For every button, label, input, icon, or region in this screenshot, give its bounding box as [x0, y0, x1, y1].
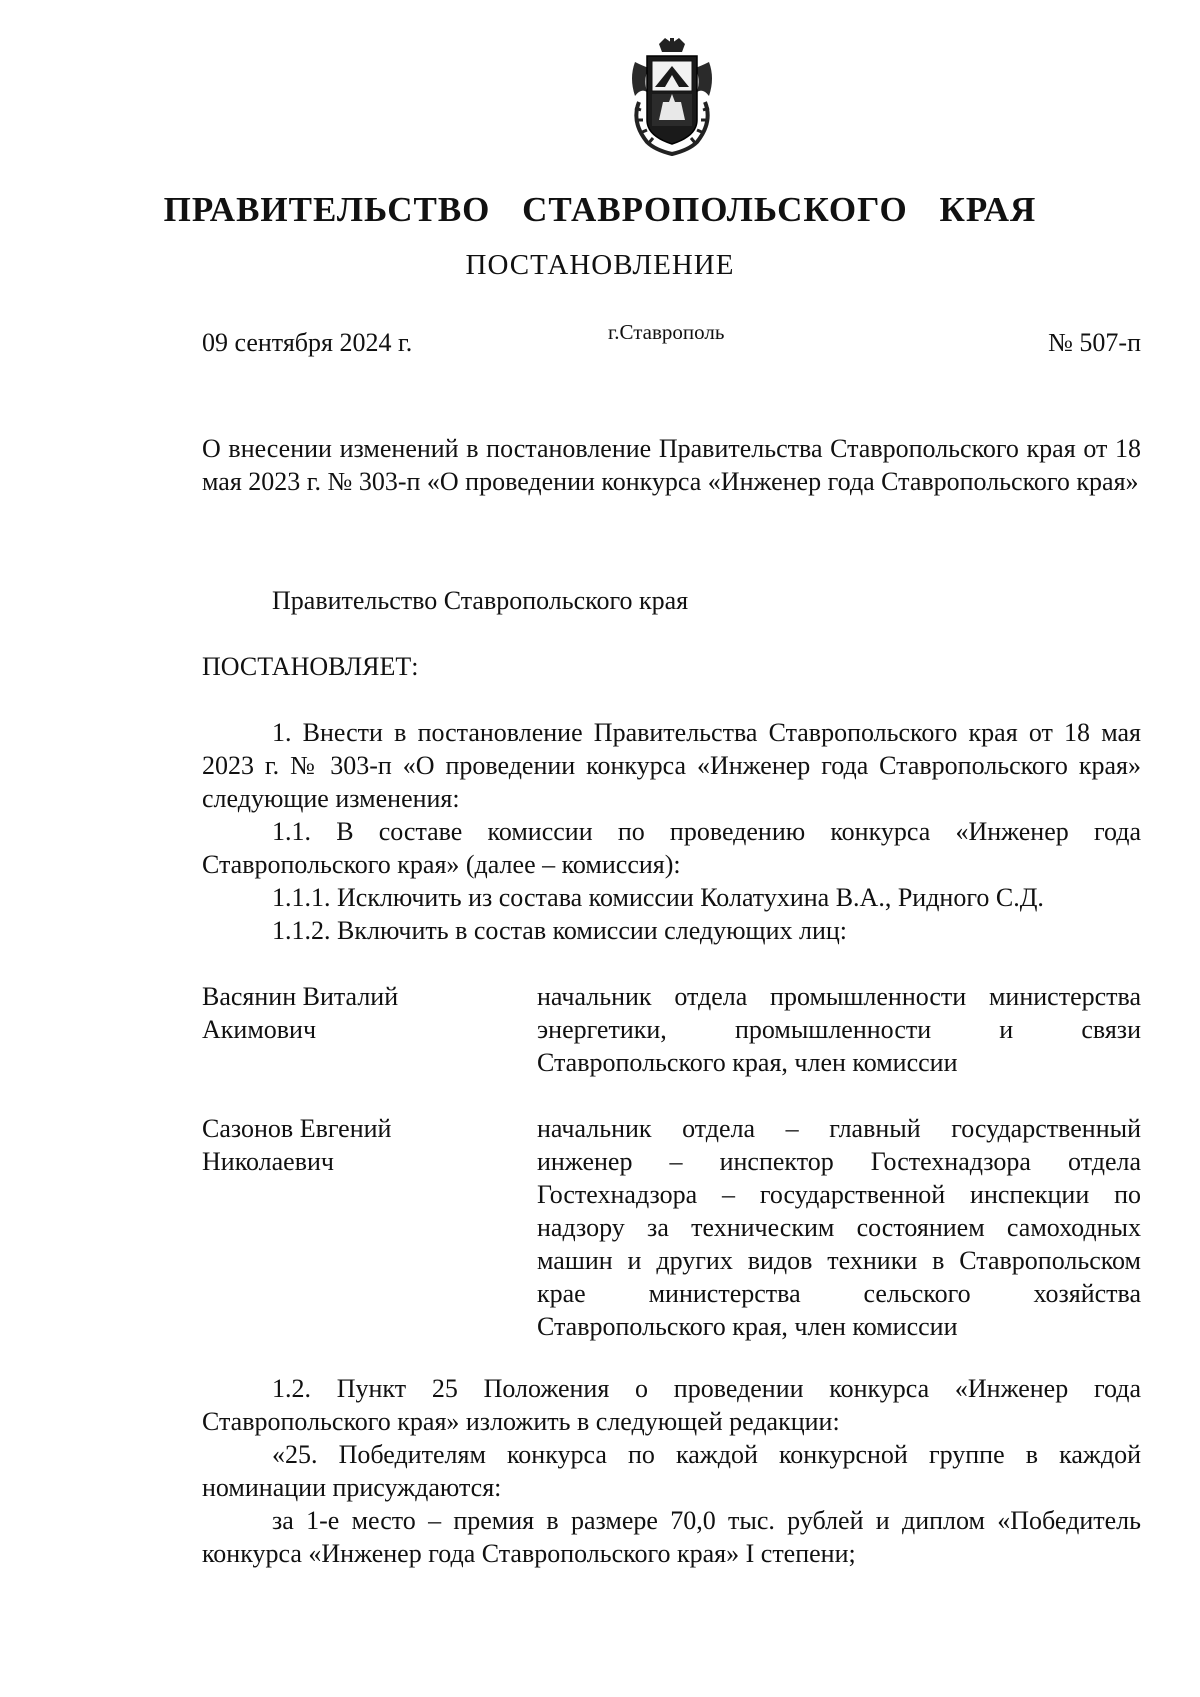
decree-word: ПОСТАНОВЛЯЕТ:	[202, 652, 419, 681]
prize-section	[202, 1372, 1141, 1570]
paragraph-1-1-1: 1.1.1. Исключить из состава комиссии Колатухина В.А., Ридного С.Д.	[272, 883, 1044, 912]
paragraph-1: 1. Внести в постановление Правительства Ставропольского края от 18 мая 2023 г. № 303-п «О проведении конкурса «Инженер года Ставропольского края» следующие изменения:	[202, 718, 1141, 813]
decree-block	[202, 650, 1141, 683]
member-name: Сазонов Евгений Николаевич	[202, 1114, 392, 1176]
member-role: начальник отдела – главный государственный инженер – инспектор Гостехнадзора отдела Гостехнадзора – государственной инспекции по надзору за техническим состоянием самоходных машин и других видов техники в Ставропольском крае министерства сельского хозяйства Ставропольского края, член комиссии	[537, 1114, 1141, 1341]
paragraph-1-1-2: 1.1.2. Включить в состав комиссии следующих лиц:	[272, 916, 848, 945]
issuer-line: Правительство Ставропольского края	[272, 586, 689, 615]
document-date: 09 сентября 2024 г.	[202, 328, 413, 357]
document-subject: О внесении изменений в постановление Правительства Ставропольского края от 18 мая 2023 г. № 303-п «О проведении конкурса «Инженер года Ставропольского края»	[202, 434, 1141, 496]
government-title: ПРАВИТЕЛЬСТВО СТАВРОПОЛЬСКОГО КРАЯ	[163, 190, 1037, 229]
paragraph-25: «25. Победителям конкурса по каждой конкурсной группе в каждой номинации присуждаются:	[202, 1440, 1141, 1502]
member-name: Васянин Виталий Акимович	[202, 982, 399, 1044]
document-type: ПОСТАНОВЛЕНИЕ	[465, 249, 735, 281]
paragraph-1-1: 1.1. В составе комиссии по проведению конкурса «Инженер года Ставропольского края» (далее – комиссия):	[202, 817, 1141, 879]
paragraph-1-2: 1.2. Пункт 25 Положения о проведении конкурса «Инженер года Ставропольского края» изложить в следующей редакции:	[202, 1374, 1141, 1436]
amendments-section	[202, 716, 1141, 947]
issuer-block	[202, 584, 1141, 617]
document-city: г.Ставрополь	[608, 320, 725, 344]
member-role: начальник отдела промышленности министерства энергетики, промышленности и связи Ставропольского края, член комиссии	[537, 982, 1141, 1077]
stavropol-coat-of-arms-icon	[625, 38, 719, 156]
document-number: № 507-п	[1048, 328, 1141, 357]
first-place-prize: за 1-е место – премия в размере 70,0 тыс. рублей и диплом «Победитель конкурса «Инженер года Ставропольского края» I степени;	[202, 1506, 1141, 1568]
